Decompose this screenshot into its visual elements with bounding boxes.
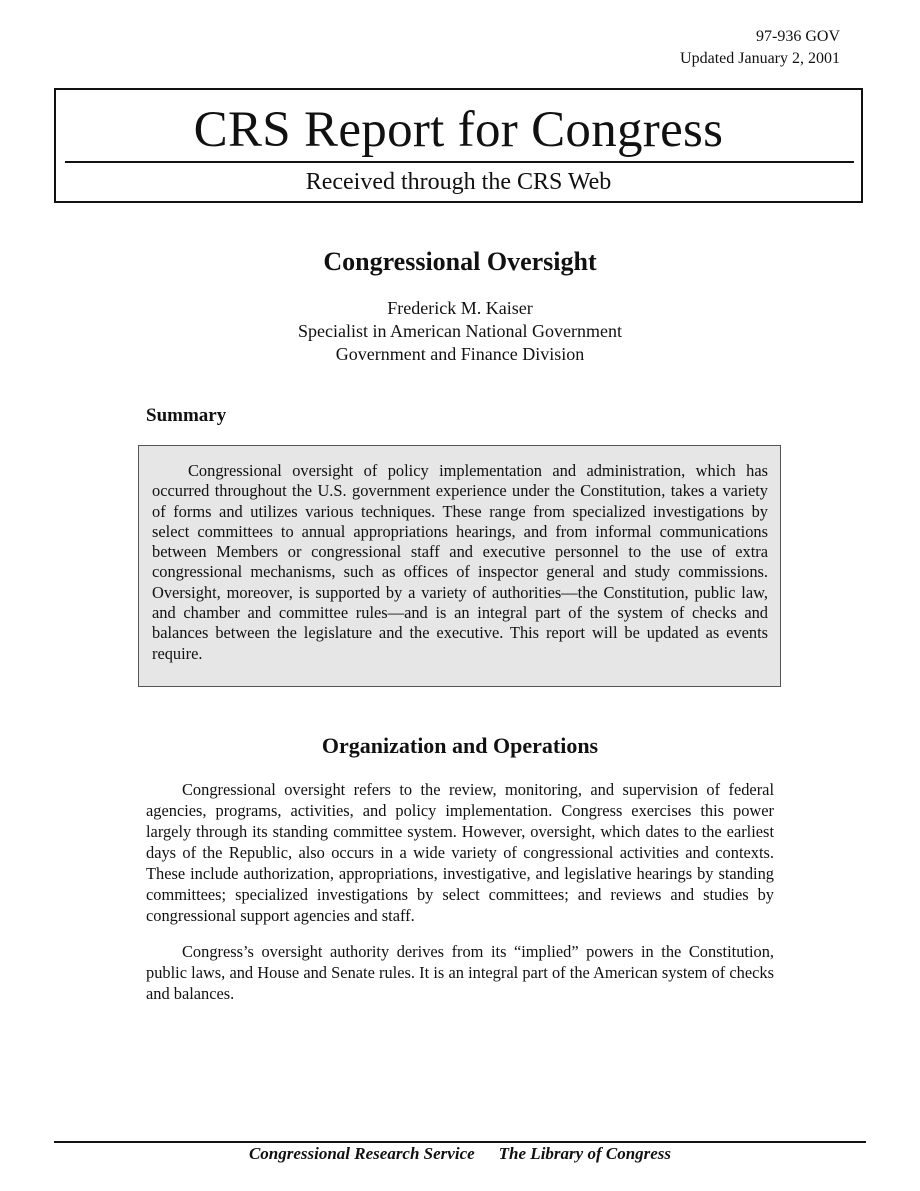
report-number: 97-936 GOV (756, 28, 840, 45)
report-identifier (680, 26, 840, 70)
footer (0, 1143, 920, 1165)
banner-subtitle: Received through the CRS Web (305, 169, 612, 195)
banner-title: CRS Report for Congress (193, 102, 724, 158)
footer-publisher: Congressional Research Service (248, 1144, 475, 1163)
body-paragraph: Congressional oversight refers to the review, monitoring, and supervision of federal agencies, programs, activities, and policy implementation. Congress exercises this power largely through its standing committee system. However, oversight, which dates to the earliest days of the Republic, also occurs in a wide variety of congressional activities and contexts. These include authorization, appropriations, investigative, and legislative hearings by standing committees; specialized investigations by select committees; and reviews and studies by congressional support agencies and staff. (146, 780, 774, 925)
author-name: Frederick M. Kaiser (387, 298, 533, 318)
author-block (0, 297, 920, 366)
author-division: Government and Finance Division (335, 344, 585, 364)
summary-box (138, 445, 781, 687)
crs-banner (54, 88, 863, 203)
author-title: Specialist in American National Government (298, 321, 622, 341)
body-paragraph: Congress’s oversight authority derives from its “implied” powers in the Constitution, public laws, and House and Senate rules. It is an integral part of the American system of checks and balances. (146, 942, 774, 1003)
summary-text: Congressional oversight of policy implementation and administration, which has occurred throughout the U.S. government experience under the Constitution, takes a variety of forms and utilizes various techniques. These range from specialized investigations by select committees to annual appropriations hearings, and from informal communications between Members or congressional staff and executive personnel to the use of extra congressional mechanisms, such as offices of inspector general and study commissions. Oversight, moreover, is supported by a variety of authorities—the Constitution, public law, and chamber and committee rules—and is an integral part of the system of checks and balances between the legislature and the executive. This report will be updated as events require. (152, 461, 768, 663)
banner-divider (65, 161, 854, 163)
section-heading: Organization and Operations (321, 733, 599, 758)
updated-date: Updated January 2, 2001 (680, 50, 840, 67)
footer-library: The Library of Congress (498, 1144, 672, 1163)
document-title: Congressional Oversight (323, 247, 597, 276)
summary-heading: Summary (146, 405, 227, 426)
